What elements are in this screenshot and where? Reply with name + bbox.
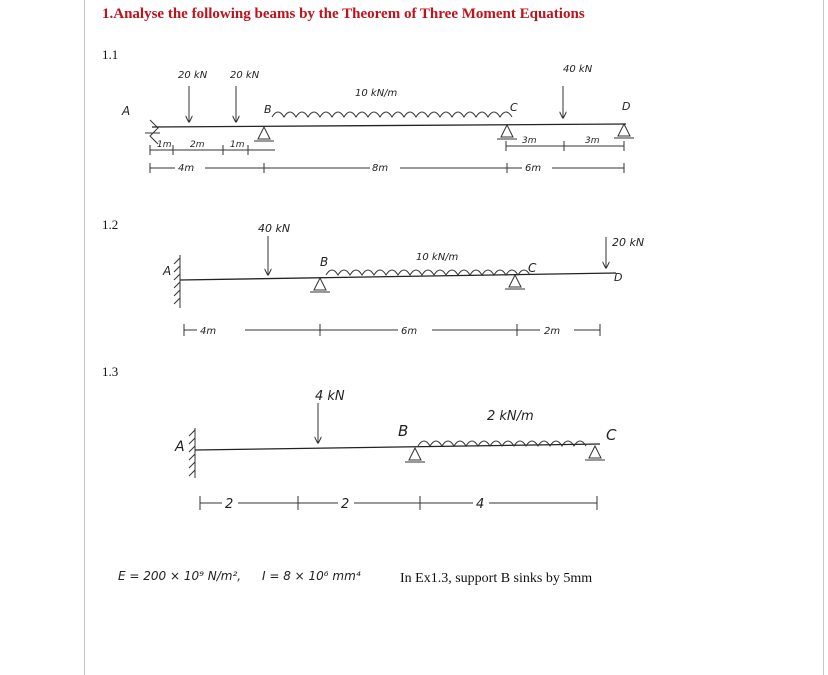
dim-2-b: 2: [341, 497, 350, 512]
dim-8m: 8m: [372, 163, 389, 174]
udl-label-1-2: 10 kN/m: [416, 252, 459, 263]
dim-2-a: 2: [225, 497, 234, 512]
pin-support-d-1-1: [614, 124, 634, 138]
label-c-1-1: C: [510, 101, 518, 114]
udl-wave-1-3: [418, 441, 586, 446]
dim-1m-a: 1m: [157, 140, 172, 150]
fixed-support-a-1-3: [189, 428, 195, 478]
beam-1-1: [121, 64, 634, 174]
load-label-3: 40 kN: [563, 64, 593, 75]
page-title: 1.Analyse the following beams by the Theorem of Three Moment Equations: [102, 6, 585, 22]
beam-1-2: [162, 222, 644, 337]
section-number-1-3: 1.3: [102, 364, 119, 379]
pin-support-c-1-1: [497, 125, 517, 139]
label-c-1-2: C: [528, 261, 537, 275]
label-b-1-1: B: [264, 103, 272, 116]
pin-support-b-1-2: [310, 278, 330, 292]
pin-support-b-1-3: [405, 448, 425, 462]
label-a-1-1: A: [122, 104, 131, 118]
dim-4m: 4m: [178, 163, 195, 174]
dim-4: 4: [476, 497, 485, 512]
beam-line-1-1: [152, 124, 626, 127]
label-d-1-1: D: [622, 100, 631, 113]
beam-line-1-2: [180, 273, 616, 280]
section-number-1-2: 1.2: [102, 217, 119, 232]
dim-1m-b: 1m: [230, 140, 245, 150]
section-number-1-1: 1.1: [102, 47, 119, 62]
dim-2m: 2m: [190, 140, 205, 150]
dim-3m-b: 3m: [585, 136, 600, 146]
udl-wave-1-1: [272, 112, 512, 117]
dim-3m-a: 3m: [522, 136, 537, 146]
pin-support-c-1-2: [505, 275, 525, 289]
label-b-1-2: B: [320, 255, 329, 269]
pin-support-b-1-1: [254, 127, 274, 141]
label-a-1-2: A: [163, 264, 172, 278]
dim-6m-1-2: 6m: [401, 326, 418, 337]
dim-4m-1-2: 4m: [200, 326, 217, 337]
dim-2m-1-2: 2m: [544, 326, 561, 337]
label-a-1-3: A: [175, 439, 185, 455]
load-label-20kn: 20 kN: [612, 236, 645, 249]
load-label-4kn: 4 kN: [315, 389, 345, 404]
label-c-1-3: C: [606, 426, 617, 444]
dim-6m: 6m: [525, 163, 542, 174]
constant-e: E = 200 × 10⁹ N/m²,: [118, 569, 242, 583]
label-b-1-3: B: [398, 422, 409, 440]
udl-label-1-1: 10 kN/m: [355, 88, 398, 99]
support-settlement-note: In Ex1.3, support B sinks by 5mm: [400, 571, 593, 586]
load-label-1: 20 kN: [178, 70, 208, 81]
load-label-2: 20 kN: [230, 70, 260, 81]
pin-support-c-1-3: [585, 446, 605, 460]
udl-label-1-3: 2 kN/m: [487, 409, 534, 424]
load-label-40kn: 40 kN: [258, 222, 291, 235]
constant-i: I = 8 × 10⁶ mm⁴: [262, 569, 361, 583]
label-d-1-2: D: [614, 271, 623, 284]
beam-1-3: [174, 389, 617, 512]
fixed-support-a-1-2: [174, 255, 180, 308]
